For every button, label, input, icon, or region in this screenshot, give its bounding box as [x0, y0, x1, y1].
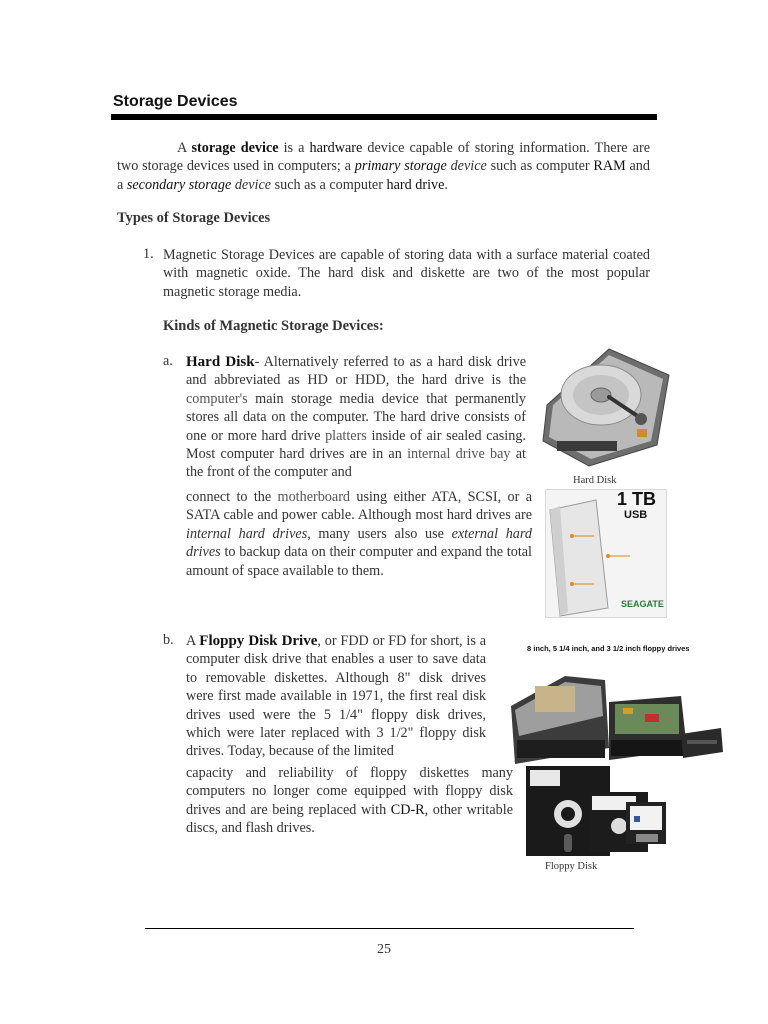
- floppy-drive-paragraph: A Floppy Disk Drive, or FDD or FD for short, is a computer disk drive that enables a user to save data to removable diskettes. Although 8" disk drives were first made available in 1971, the first real disk drives used were the 5 1/4" floppy disk drives, which were later replaced with 3 1/2" floppy disk drives. Today, because of the limited: [186, 633, 486, 760]
- floppy-drive-paragraph-cont: capacity and reliability of floppy diskettes many computers no longer come equipped with floppy disk drives and are being replaced with CD-R, other writable discs, and flash drives.: [186, 765, 513, 837]
- hard-disk-caption: Hard Disk: [573, 475, 617, 486]
- usb-label: USB: [624, 509, 648, 521]
- page-number: 25: [377, 942, 391, 957]
- types-heading: Types of Storage Devices: [117, 210, 271, 226]
- list-number: 1.: [143, 246, 154, 262]
- brand-label: SEAGATE: [621, 599, 664, 609]
- item-b-label: b.: [163, 632, 174, 648]
- hard-disk-paragraph-cont: connect to the motherboard using either ATA, SCSI, or a SATA cable and power cable. Although most hard drives are internal hard drives, many users also use external hard drives to backup data on their computer and expand the total amount of space available to them.: [186, 489, 532, 579]
- item-a-label: a.: [163, 353, 173, 369]
- list-item-text: Magnetic Storage Devices are capable of storing data with a surface material coated with magnetic oxide. The hard disk and diskette are two of the most popular magnetic storage media.: [163, 247, 650, 300]
- intro-paragraph: A storage device is a hardware device capable of storing information. There are two storage devices used in computers; a primary storage device such as computer RAM and a secondary storage device such as a computer hard drive.: [117, 140, 650, 193]
- floppy-disks-drawing: [526, 766, 666, 856]
- hard-disk-drawing: [539, 345, 672, 467]
- kinds-heading: Kinds of Magnetic Storage Devices:: [163, 318, 384, 334]
- page-title: Storage Devices: [113, 93, 238, 110]
- title-divider: [111, 114, 657, 120]
- floppy-drives-caption: 8 inch, 5 1/4 inch, and 3 1/2 inch floppy drives: [527, 644, 690, 653]
- floppy-drives-image: [505, 640, 727, 764]
- capacity-label: 1 TB: [617, 489, 657, 509]
- hard-disk-image: [539, 345, 672, 467]
- footer-divider: [145, 928, 634, 929]
- hard-disk-paragraph: Hard Disk- Alternatively referred to as a hard disk drive and abbreviated as HD or HDD, the hard drive is the computer's main storage media device that permanently stores all data on the computer. The hard drive consists of one or more hard drive platters inside of air sealed casing. Most computer hard drives are in an internal drive bay at the front of the computer and: [186, 354, 526, 481]
- floppy-disks-image: [526, 766, 666, 856]
- floppy-disk-caption: Floppy Disk: [545, 861, 598, 872]
- floppy-drives-drawing: [505, 656, 727, 764]
